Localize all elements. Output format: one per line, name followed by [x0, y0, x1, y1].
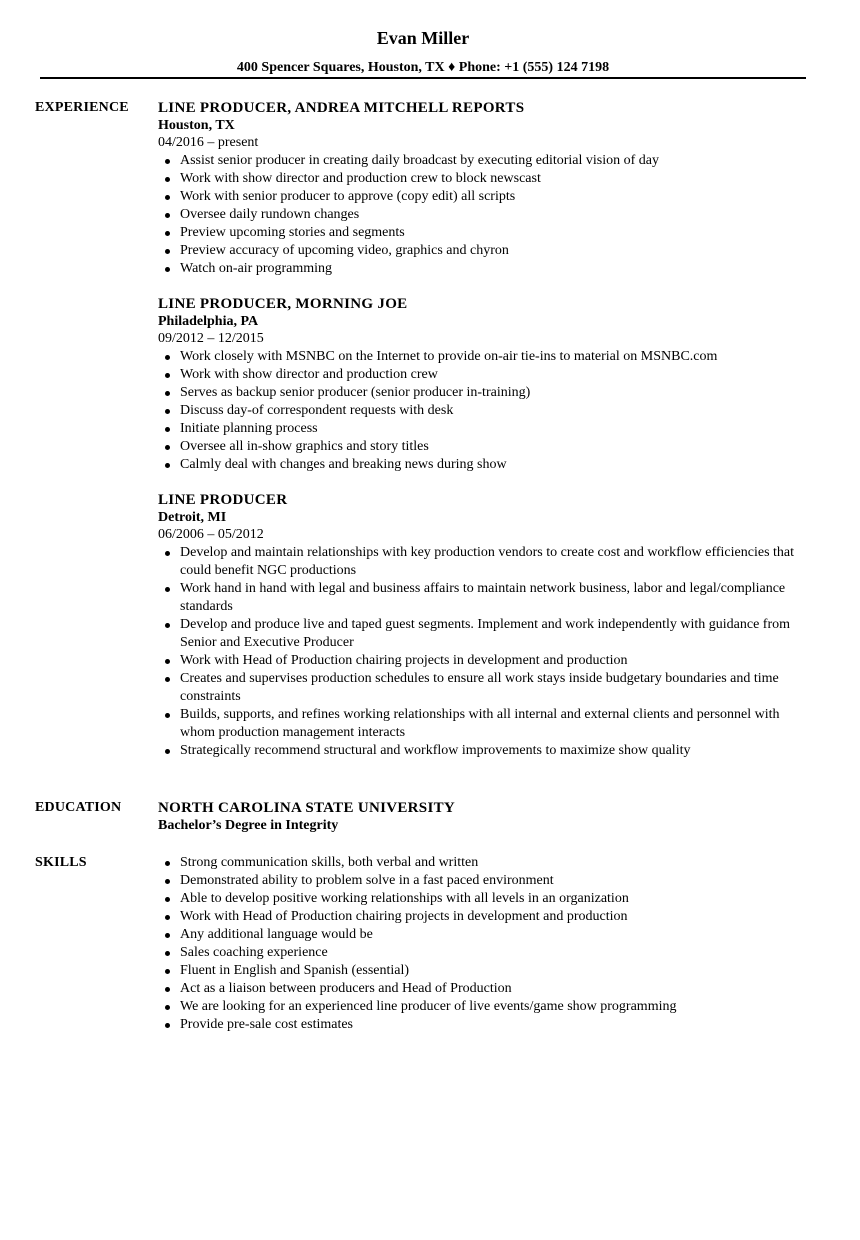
skill-item-text: Strong communication skills, both verbal and written: [180, 855, 479, 870]
candidate-name: Evan Miller: [376, 28, 470, 48]
bullet-icon: [165, 623, 170, 628]
bullet-icon: [165, 427, 170, 432]
list-item-text: Discuss day-of correspondent requests with desk: [180, 403, 454, 418]
list-item-text: Creates and supervises production schedules to ensure all work stays inside budgetary boundaries and time constraints: [180, 671, 779, 704]
list-item: [158, 366, 808, 384]
bullet-icon: [165, 897, 170, 902]
list-item-text: Strategically recommend structural and workflow improvements to maximize show quality: [180, 743, 691, 758]
list-item: [158, 652, 808, 670]
bullet-icon: [165, 951, 170, 956]
job-title: LINE PRODUCER: [158, 492, 288, 508]
school-name: NORTH CAROLINA STATE UNIVERSITY: [158, 800, 456, 816]
education-entry: [158, 799, 808, 835]
bullet-icon: [165, 409, 170, 414]
bullet-icon: [165, 463, 170, 468]
list-item-text: Work hand in hand with legal and business affairs to maintain network business, labor and legal/compliance standards: [180, 581, 786, 614]
bullet-icon: [165, 587, 170, 592]
skill-item: [158, 908, 808, 926]
bullet-icon: [165, 195, 170, 200]
list-item: [158, 742, 808, 760]
job-bullets: [158, 152, 808, 278]
skill-item: [158, 962, 808, 980]
skill-item-text: Work with Head of Production chairing projects in development and production: [180, 909, 628, 924]
list-item: [158, 544, 808, 580]
skill-item-text: Fluent in English and Spanish (essential): [180, 963, 410, 978]
skill-item: [158, 926, 808, 944]
skill-item-text: Demonstrated ability to problem solve in a fast paced environment: [180, 873, 554, 888]
bullet-icon: [165, 249, 170, 254]
list-item-text: Develop and maintain relationships with key production vendors to create cost and workflow efficiencies that could benefit NGC productions: [180, 545, 795, 578]
bullet-icon: [165, 659, 170, 664]
list-item-text: Calmly deal with changes and breaking news during show: [180, 457, 507, 472]
list-item-text: Work with show director and production crew: [180, 367, 438, 382]
list-item: [158, 170, 808, 188]
job-dates: 04/2016 – present: [158, 135, 259, 150]
list-item: [158, 706, 808, 742]
bullet-icon: [165, 213, 170, 218]
list-item-text: Builds, supports, and refines working relationships with all internal and external clients and personnel with whom production management interacts: [180, 707, 780, 740]
job-entry: [158, 295, 808, 474]
list-item-text: Oversee daily rundown changes: [180, 207, 360, 222]
skill-item: [158, 890, 808, 908]
list-item-text: Preview upcoming stories and segments: [180, 225, 405, 240]
list-item: [158, 152, 808, 170]
job-location: Philadelphia, PA: [158, 314, 259, 329]
list-item-text: Watch on-air programming: [180, 261, 333, 276]
job-bullets: [158, 348, 808, 474]
skill-item: [158, 1016, 808, 1034]
list-item-text: Work closely with MSNBC on the Internet to provide on-air tie-ins to material on MSNBC.com: [180, 349, 718, 364]
job-dates: 06/2006 – 05/2012: [158, 527, 264, 542]
bullet-icon: [165, 879, 170, 884]
bullet-icon: [165, 391, 170, 396]
list-item: [158, 616, 808, 652]
list-item: [158, 456, 808, 474]
list-item-text: Work with senior producer to approve (copy edit) all scripts: [180, 189, 516, 204]
list-item: [158, 670, 808, 706]
bullet-icon: [165, 445, 170, 450]
list-item-text: Develop and produce live and taped guest segments. Implement and work independently with guidance from Senior and Executive Producer: [180, 617, 790, 650]
skill-item: [158, 854, 808, 872]
experience-list: [158, 99, 808, 760]
skill-item: [158, 944, 808, 962]
skill-item: [158, 872, 808, 890]
bullet-icon: [165, 933, 170, 938]
list-item: [158, 402, 808, 420]
job-location: Houston, TX: [158, 118, 235, 133]
skill-item-text: Provide pre-sale cost estimates: [180, 1017, 354, 1032]
skill-item-text: Act as a liaison between producers and Head of Production: [180, 981, 512, 996]
bullet-icon: [165, 677, 170, 682]
degree: Bachelor’s Degree in Integrity: [158, 818, 339, 833]
skills-list: [158, 854, 808, 1034]
list-item-text: Preview accuracy of upcoming video, graphics and chyron: [180, 243, 509, 258]
job-entry: [158, 99, 808, 278]
list-item-text: Initiate planning process: [180, 421, 318, 436]
experience-heading: EXPERIENCE: [35, 100, 129, 115]
job-dates: 09/2012 – 12/2015: [158, 331, 264, 346]
bullet-icon: [165, 861, 170, 866]
bullet-icon: [165, 159, 170, 164]
bullet-icon: [165, 355, 170, 360]
header-divider: [40, 77, 806, 79]
bullet-icon: [165, 969, 170, 974]
bullet-icon: [165, 177, 170, 182]
list-item: [158, 348, 808, 366]
list-item: [158, 384, 808, 402]
skill-item-text: We are looking for an experienced line producer of live events/game show programming: [180, 999, 677, 1014]
list-item-text: Work with Head of Production chairing projects in development and production: [180, 653, 628, 668]
bullet-icon: [165, 1005, 170, 1010]
list-item-text: Serves as backup senior producer (senior producer in-training): [180, 385, 531, 400]
bullet-icon: [165, 267, 170, 272]
list-item-text: Assist senior producer in creating daily broadcast by executing editorial vision of day: [180, 153, 659, 168]
bullet-icon: [165, 915, 170, 920]
job-location: Detroit, MI: [158, 510, 227, 525]
contact-line: 400 Spencer Squares, Houston, TX ♦ Phone: +1 (555) 124 7198: [236, 60, 610, 75]
list-item: [158, 438, 808, 456]
list-item: [158, 206, 808, 224]
list-item-text: Oversee all in-show graphics and story titles: [180, 439, 429, 454]
skill-item: [158, 998, 808, 1016]
skills-heading: SKILLS: [35, 855, 87, 870]
job-entry: [158, 491, 808, 760]
list-item-text: Work with show director and production crew to block newscast: [180, 171, 541, 186]
list-item: [158, 260, 808, 278]
list-item: [158, 224, 808, 242]
skill-item-text: Any additional language would be: [180, 927, 373, 942]
job-bullets: [158, 544, 808, 760]
skill-item: [158, 980, 808, 998]
list-item: [158, 420, 808, 438]
skills-entry: [158, 854, 808, 1034]
bullet-icon: [165, 1023, 170, 1028]
bullet-icon: [165, 551, 170, 556]
bullet-icon: [165, 231, 170, 236]
bullet-icon: [165, 749, 170, 754]
list-item: [158, 242, 808, 260]
bullet-icon: [165, 713, 170, 718]
skill-item-text: Able to develop positive working relationships with all levels in an organization: [180, 891, 629, 906]
job-title: LINE PRODUCER, ANDREA MITCHELL REPORTS: [158, 100, 525, 116]
skill-item-text: Sales coaching experience: [180, 945, 328, 960]
list-item: [158, 580, 808, 616]
bullet-icon: [165, 987, 170, 992]
education-heading: EDUCATION: [35, 800, 122, 815]
bullet-icon: [165, 373, 170, 378]
list-item: [158, 188, 808, 206]
job-title: LINE PRODUCER, MORNING JOE: [158, 296, 408, 312]
